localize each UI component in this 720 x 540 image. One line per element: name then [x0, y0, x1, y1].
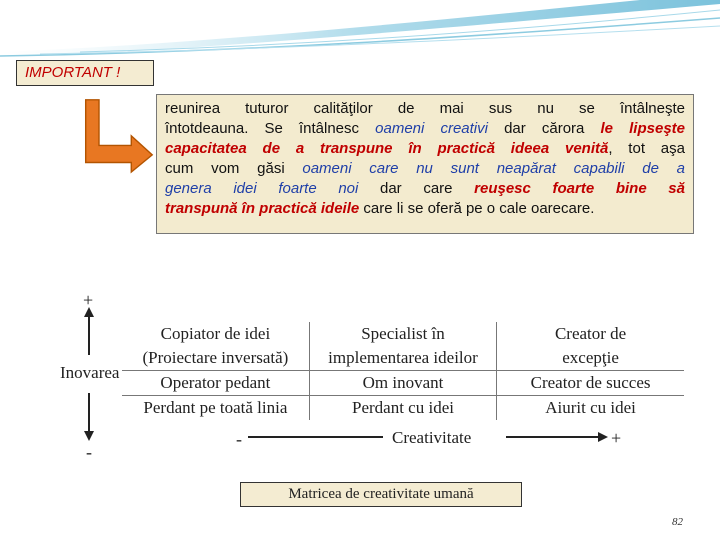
text-run: dar cărora — [487, 120, 601, 137]
x-axis-minus: - — [236, 429, 242, 449]
table-cell: Perdant cu idei — [309, 395, 496, 420]
table-cell: implementarea ideilor — [309, 346, 496, 371]
paragraph-line — [165, 139, 685, 159]
text-run: transpună în practică ideile — [165, 200, 360, 217]
x-axis-label: Creativitate — [392, 428, 472, 447]
table-row — [122, 370, 684, 395]
y-axis-label: Inovarea — [60, 363, 120, 382]
table-row — [122, 395, 684, 420]
text-run: capacitatea de a transpune în practică ideea venită — [165, 140, 609, 157]
table-cell: Operator pedant — [122, 370, 309, 395]
paragraph-line — [165, 99, 685, 119]
text-run: dar care — [358, 180, 475, 197]
table-cell: Copiator de idei — [160, 324, 271, 344]
text-run: cum vom găsi — [165, 160, 303, 177]
explanation-paragraph — [156, 94, 694, 234]
paragraph-line — [165, 159, 685, 179]
paragraph-line — [165, 199, 685, 219]
x-axis-plus: + — [611, 428, 622, 448]
text-run: care li se oferă pe o cale oarecare. — [359, 200, 595, 217]
text-run: , tot aşa — [608, 140, 685, 157]
paragraph-line — [165, 179, 685, 199]
text-run: genera idei foarte noi — [165, 180, 359, 197]
y-axis-plus: + — [83, 290, 94, 310]
text-run: întotdeauna. Se întâlnesc — [165, 120, 376, 137]
arrow-down-right-icon — [80, 96, 160, 176]
text-run: le lipseşte — [600, 120, 685, 137]
table-cell: Creator de succes — [497, 370, 684, 395]
table-row — [122, 322, 684, 346]
header-swoosh-decoration — [0, 0, 720, 60]
text-run: reunirea tuturor calităţilor de mai sus nu se întâlneşte — [165, 100, 685, 117]
table-cell: Creator de — [497, 322, 684, 346]
table-cell: (Proiectare inversată) — [142, 348, 289, 368]
important-label: IMPORTANT ! — [16, 60, 154, 86]
paragraph-line — [165, 119, 685, 139]
page-number: 82 — [672, 516, 683, 528]
matrix-caption: Matricea de creativitate umană — [240, 482, 522, 507]
text-run: reuşesc foarte bine să — [474, 180, 685, 197]
creativity-matrix-table — [122, 322, 684, 420]
table-cell: excepţie — [497, 346, 684, 371]
table-cell: Aiurit cu idei — [497, 395, 684, 420]
table-cell: Om inovant — [309, 370, 496, 395]
table-cell: Perdant pe toată linia — [122, 395, 309, 420]
y-axis-minus: - — [86, 442, 92, 462]
text-run: oameni care nu sunt neapărat capabili de a — [302, 160, 685, 177]
text-run: oameni creativi — [375, 120, 488, 137]
table-cell: Specialist în — [309, 322, 496, 346]
table-row — [122, 346, 684, 371]
